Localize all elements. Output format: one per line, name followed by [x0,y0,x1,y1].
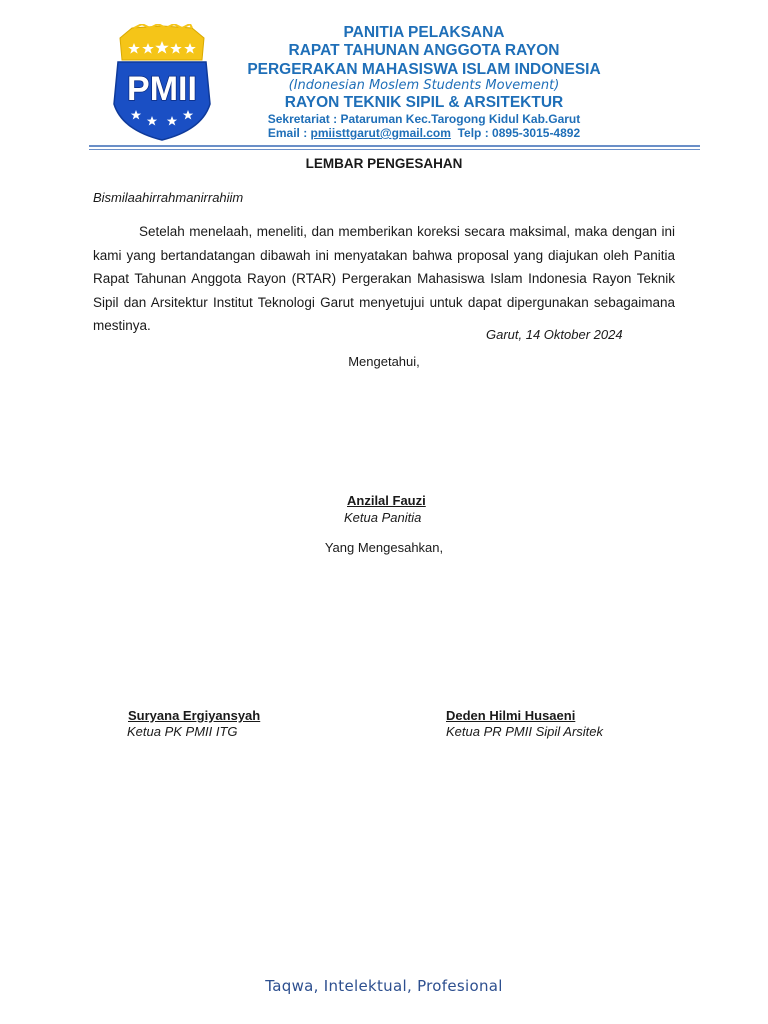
email-link[interactable]: pmiisttgarut@gmail.com [310,126,451,140]
document-title: LEMBAR PENGESAHAN [305,156,463,171]
letterhead-line-event: RAPAT TAHUNAN ANGGOTA RAYON [288,42,560,59]
pr-chair-role: Ketua PR PMII Sipil Arsitek [446,724,604,739]
acknowledged-label: Mengetahui, [348,354,420,369]
letterhead-address: Sekretariat : Pataruman Kec.Tarogong Kidul Kab.Garut [267,112,581,126]
phone-number: Telp : 0895-3015-4892 [457,126,581,140]
pmii-logo [112,24,212,142]
pr-chair-name: Deden Hilmi Husaeni [446,708,576,723]
footer-motto: Taqwa, Intelektual, Profesional [265,977,503,995]
letterhead-line-organization: PERGERAKAN MAHASISWA ISLAM INDONESIA [247,61,601,78]
pk-chair-name: Suryana Ergiyansyah [128,708,261,723]
svg-text:PMII: PMII [127,70,197,108]
letterhead-divider-thick [89,145,700,147]
committee-chair-name: Anzilal Fauzi [347,493,426,508]
letterhead-line-committee: PANITIA PELAKSANA [343,24,505,41]
letterhead-line-rayon: RAYON TEKNIK SIPIL & ARSITEKTUR [284,94,564,111]
pk-chair-role: Ketua PK PMII ITG [127,724,238,739]
letterhead-divider-thin [89,149,700,150]
opening-greeting: Bismilaahirrahmanirrahiim [93,190,244,205]
approval-paragraph: Setelah menelaah, meneliti, dan memberikan koreksi secara maksimal, maka dengan ini kami yang bertandatangan dibawah ini menyatakan bahwa proposal yang diajukan oleh Panitia Rapat Tahunan Anggota Rayon (RTAR) Pergerakan Mahasiswa Islam Indonesia Rayon Teknik Sipil dan Arsitektur Institut Teknologi Garut menyetujui untuk dapat dipergunakan sebagaimana mestinya. [93,224,675,333]
committee-chair-role: Ketua Panitia [344,510,422,525]
letterhead-contact [240,126,608,140]
letterhead-line-english-name: (Indonesian Moslem Students Movement) [288,78,560,93]
approved-label: Yang Mengesahkan, [324,540,444,555]
place-date: Garut, 14 Oktober 2024 [486,327,623,342]
email-label: Email : [267,126,311,140]
